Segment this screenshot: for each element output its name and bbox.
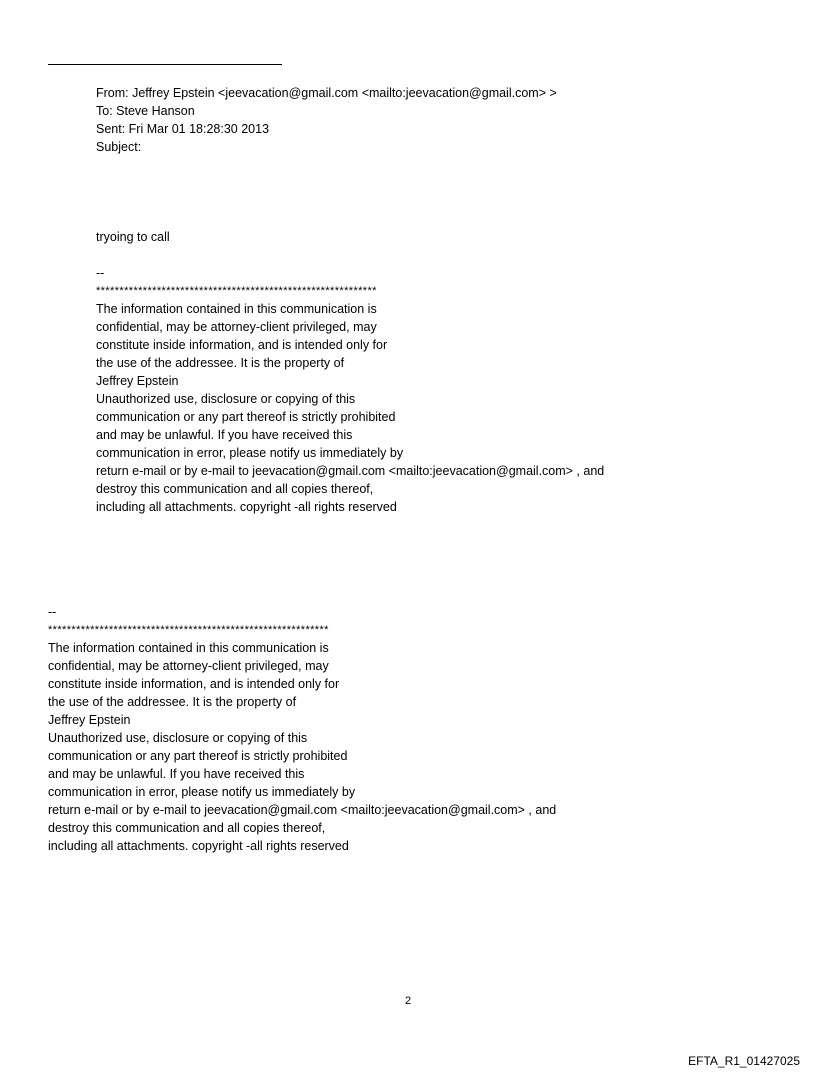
outer-signature [48, 603, 556, 855]
signature-line: Jeffrey Epstein [96, 374, 179, 388]
subject-line: Subject: [96, 140, 142, 154]
message-text: tryoing to call [96, 230, 170, 244]
signature-line: the use of the addressee. It is the property of [48, 695, 297, 709]
sent-line: Sent: Fri Mar 01 18:28:30 2013 [96, 122, 270, 136]
signature-line: confidential, may be attorney-client privileged, may [96, 320, 377, 334]
signature-stars: ************************************************************ [48, 624, 329, 636]
signature-line: communication or any part thereof is strictly prohibited [48, 749, 348, 763]
header-separator-line [48, 64, 282, 65]
signature-line: communication in error, please notify us immediately by [48, 785, 356, 799]
signature-line: The information contained in this communication is [48, 641, 329, 655]
signature-line: destroy this communication and all copies thereof, [48, 821, 326, 835]
signature-line: communication in error, please notify us immediately by [96, 446, 404, 460]
page-number: 2 [404, 995, 412, 1007]
signature-line: including all attachments. copyright -all rights reserved [48, 839, 349, 853]
signature-line: Unauthorized use, disclosure or copying of this [48, 731, 308, 745]
signature-line: return e-mail or by e-mail to jeevacation@gmail.com <mailto:jeevacation@gmail.com> , and [48, 803, 557, 817]
signature-line: including all attachments. copyright -all rights reserved [96, 500, 397, 514]
quoted-email-body [96, 228, 170, 246]
signature-line: the use of the addressee. It is the property of [96, 356, 345, 370]
signature-line: and may be unlawful. If you have received this [96, 428, 353, 442]
signature-line: Jeffrey Epstein [48, 713, 131, 727]
quoted-email-signature [96, 264, 604, 516]
signature-line: communication or any part thereof is strictly prohibited [96, 410, 396, 424]
signature-line: constitute inside information, and is intended only for [96, 338, 388, 352]
signature-line: and may be unlawful. If you have received this [48, 767, 305, 781]
signature-line: return e-mail or by e-mail to jeevacation@gmail.com <mailto:jeevacation@gmail.com> , and [96, 464, 605, 478]
to-line: To: Steve Hanson [96, 104, 195, 118]
document-id: EFTA_R1_01427025 [688, 1054, 800, 1068]
quoted-email-header [96, 84, 557, 156]
signature-dash: -- [48, 605, 57, 619]
signature-line: confidential, may be attorney-client privileged, may [48, 659, 329, 673]
signature-stars: ************************************************************ [96, 285, 377, 297]
signature-line: destroy this communication and all copies thereof, [96, 482, 374, 496]
from-line: From: Jeffrey Epstein <jeevacation@gmail.com <mailto:jeevacation@gmail.com> > [96, 86, 557, 100]
signature-line: constitute inside information, and is intended only for [48, 677, 340, 691]
signature-line: The information contained in this communication is [96, 302, 377, 316]
signature-line: Unauthorized use, disclosure or copying of this [96, 392, 356, 406]
signature-dash: -- [96, 266, 105, 280]
